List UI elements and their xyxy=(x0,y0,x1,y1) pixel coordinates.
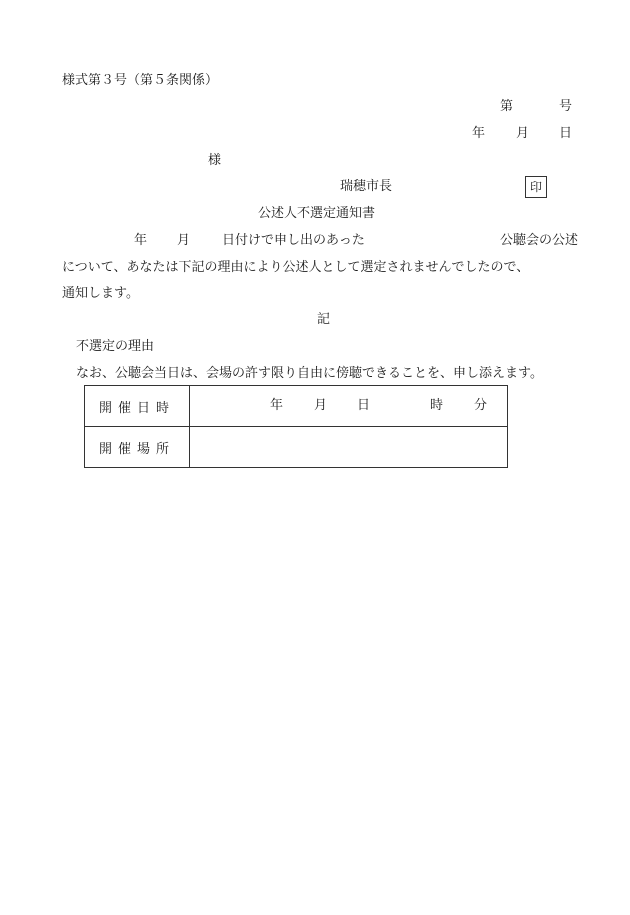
body-day-text: 日付けで申し出のあった xyxy=(222,233,365,248)
body-month: 月 xyxy=(177,233,191,248)
body-year: 年 xyxy=(134,233,148,248)
date-month: 月 xyxy=(516,126,530,141)
table-row xyxy=(85,386,508,427)
cell-hour: 時 xyxy=(430,398,444,413)
cell-month: 月 xyxy=(314,398,328,413)
seal-mark: 印 xyxy=(525,176,547,198)
doc-number-dai: 第 xyxy=(500,99,514,114)
date-time-cell xyxy=(190,386,508,427)
date-day: 日 xyxy=(559,126,573,141)
venue-cell xyxy=(190,427,508,468)
cell-year: 年 xyxy=(270,398,284,413)
date-time-label: 開催日時 xyxy=(85,386,190,427)
hearing-info-table xyxy=(84,385,508,468)
body-line-2: について、あなたは下記の理由により公述人として選定されませんでしたので、 xyxy=(62,260,530,275)
issuer-name: 瑞穂市長 xyxy=(340,179,393,194)
date-year: 年 xyxy=(472,126,486,141)
venue-label: 開催場所 xyxy=(85,427,190,468)
reason-label: 不選定の理由 xyxy=(76,339,155,354)
document-title: 公述人不選定通知書 xyxy=(258,206,376,221)
doc-number-go: 号 xyxy=(559,99,573,114)
addressee-sama: 様 xyxy=(208,153,222,168)
note-text: なお、公聴会当日は、会場の許す限り自由に傍聴できることを、申し添えます。 xyxy=(76,366,543,381)
body-line-3: 通知します。 xyxy=(62,286,139,301)
table-row xyxy=(85,427,508,468)
body-hearing-text: 公聴会の公述 xyxy=(500,233,579,248)
form-number: 様式第３号（第５条関係） xyxy=(62,73,219,88)
ki-heading: 記 xyxy=(317,312,331,327)
cell-day: 日 xyxy=(357,398,371,413)
cell-minute: 分 xyxy=(474,398,488,413)
